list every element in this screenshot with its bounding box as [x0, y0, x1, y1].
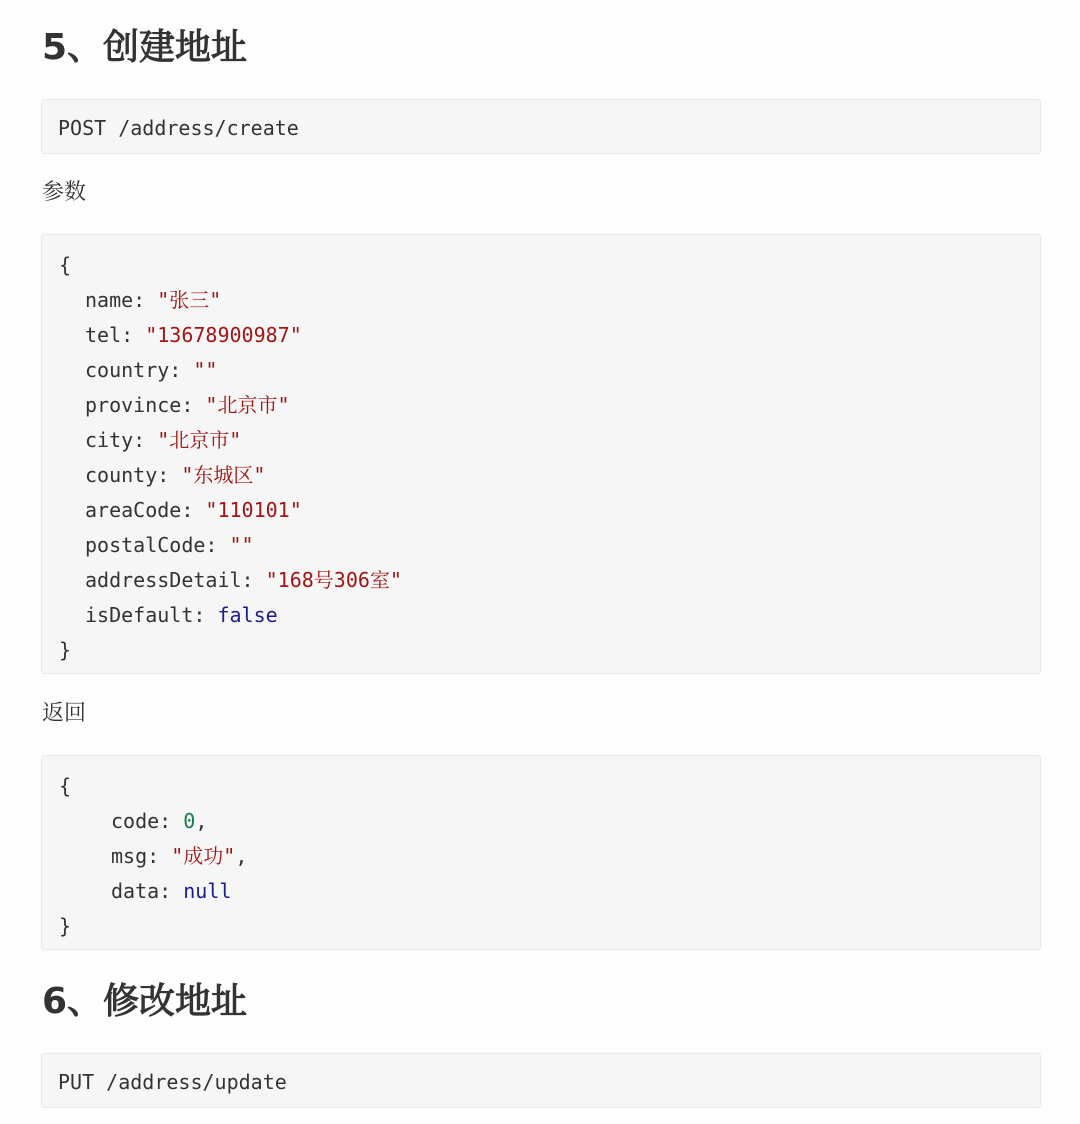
- field-trailing-comma: ,: [235, 844, 248, 868]
- response-code-block: [41, 755, 1041, 950]
- field-trailing-comma: ,: [195, 809, 208, 833]
- field-separator: :: [121, 323, 146, 347]
- field-value: "13678900987": [145, 323, 302, 347]
- response-close-brace: }: [59, 914, 72, 938]
- field-key: areaCode: [85, 498, 182, 522]
- code-line-addressDetail: [85, 566, 402, 594]
- endpoint-text: POST /address/create: [58, 116, 299, 140]
- field-value: "张三": [157, 288, 222, 312]
- endpoint-text-update: PUT /address/update: [58, 1070, 287, 1094]
- code-line-msg: [111, 842, 247, 870]
- code-line-tel: [85, 321, 302, 349]
- params-open-brace: {: [59, 253, 72, 277]
- field-separator: :: [205, 533, 230, 557]
- field-value: "北京市": [157, 428, 242, 452]
- field-value: "成功": [171, 844, 236, 868]
- field-key: province: [85, 393, 182, 417]
- code-line-province: [85, 391, 290, 419]
- field-value: 0: [183, 809, 196, 833]
- field-key: postalCode: [85, 533, 206, 557]
- params-code-block: [41, 234, 1041, 674]
- params-close-brace: }: [59, 638, 72, 662]
- field-separator: :: [193, 603, 218, 627]
- field-value: "东城区": [181, 463, 266, 487]
- field-key: tel: [85, 323, 122, 347]
- code-line-country: [85, 356, 217, 384]
- field-key: name: [85, 288, 134, 312]
- field-separator: :: [133, 428, 158, 452]
- code-line-isDefault: [85, 601, 278, 629]
- field-value: false: [217, 603, 278, 627]
- field-separator: :: [147, 844, 172, 868]
- code-line-code: [111, 807, 207, 835]
- endpoint-code-block-update: [41, 1053, 1041, 1108]
- field-value: "110101": [205, 498, 302, 522]
- field-value: "": [193, 358, 218, 382]
- field-key: county: [85, 463, 158, 487]
- field-key: addressDetail: [85, 568, 242, 592]
- field-value: "": [229, 533, 254, 557]
- code-line-data: [111, 877, 231, 905]
- field-separator: :: [241, 568, 266, 592]
- code-line-areaCode: [85, 496, 302, 524]
- response-open-brace: {: [59, 774, 72, 798]
- section-6-title: 6、修改地址: [42, 981, 248, 1022]
- field-key: country: [85, 358, 170, 382]
- params-label: 参数: [42, 180, 87, 205]
- field-value: "北京市": [205, 393, 290, 417]
- field-key: isDefault: [85, 603, 194, 627]
- field-separator: :: [181, 498, 206, 522]
- code-line-city: [85, 426, 241, 454]
- field-value: "168号306室": [265, 568, 402, 592]
- field-value: null: [183, 879, 232, 903]
- code-line-name: [85, 286, 221, 314]
- field-key: city: [85, 428, 134, 452]
- section-5-title: 5、创建地址: [42, 27, 248, 68]
- field-key: data: [111, 879, 160, 903]
- field-key: code: [111, 809, 160, 833]
- endpoint-code-block: [41, 99, 1041, 154]
- return-label: 返回: [42, 701, 87, 726]
- field-separator: :: [157, 463, 182, 487]
- field-separator: :: [133, 288, 158, 312]
- field-separator: :: [159, 879, 184, 903]
- field-separator: :: [169, 358, 194, 382]
- code-line-postalCode: [85, 531, 254, 559]
- field-key: msg: [111, 844, 148, 868]
- field-separator: :: [159, 809, 184, 833]
- code-line-county: [85, 461, 265, 489]
- field-separator: :: [181, 393, 206, 417]
